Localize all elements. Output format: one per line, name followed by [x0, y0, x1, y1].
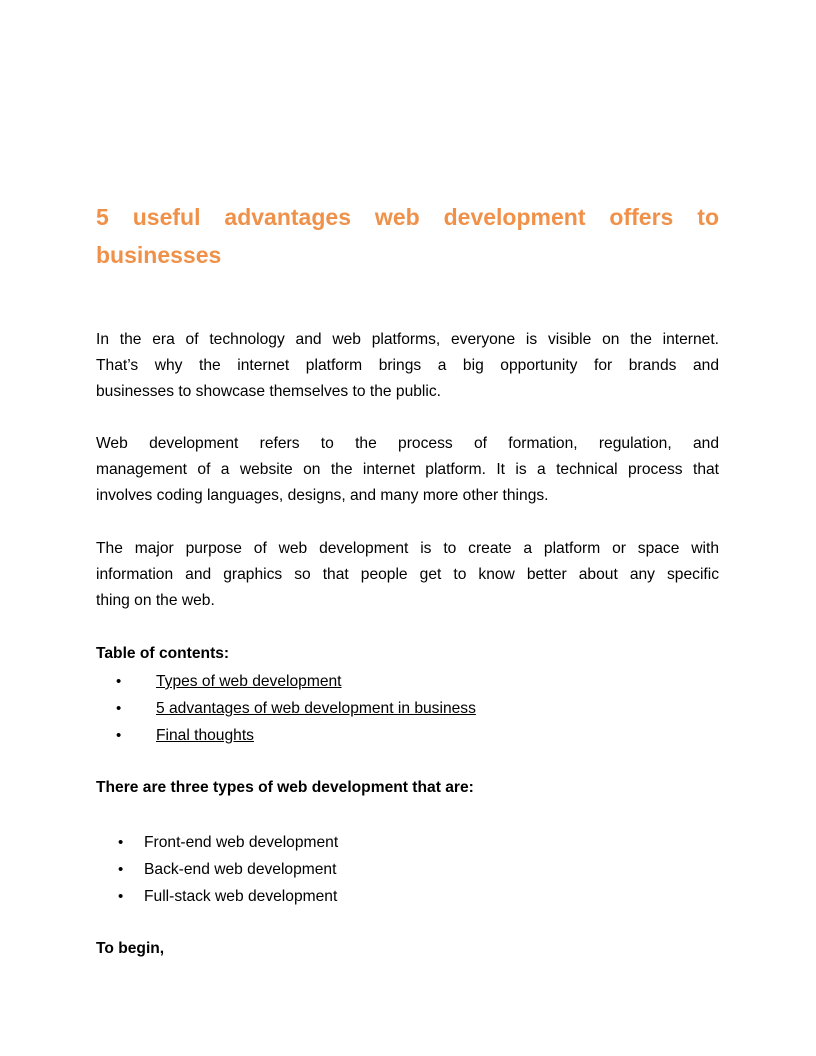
title-line-1: 5 useful advantages web development offers to: [96, 204, 719, 230]
paragraph-line: thing on the web.: [96, 592, 215, 609]
toc-link-types[interactable]: Types of web development: [156, 673, 342, 690]
paragraph-line: information and graphics so that people get to know better about any specific: [96, 566, 719, 583]
paragraph-line: The major purpose of web development is to create a platform or space with: [96, 540, 719, 557]
definition-paragraph: [96, 431, 719, 509]
paragraph-line: Web development refers to the process of formation, regulation, and: [96, 435, 719, 452]
bullet-icon: •: [118, 834, 124, 851]
intro-paragraph: [96, 327, 719, 405]
document-page: [96, 0, 719, 1056]
bullet-icon: •: [116, 727, 122, 744]
paragraph-line: In the era of technology and web platforms, everyone is visible on the internet.: [96, 331, 719, 348]
document-title: [96, 198, 719, 274]
paragraph-line: involves coding languages, designs, and many more other things.: [96, 487, 549, 504]
toc-heading: Table of contents:: [96, 645, 230, 662]
purpose-paragraph: [96, 536, 719, 614]
paragraph-line: management of a website on the internet platform. It is a technical process that: [96, 461, 719, 478]
paragraph-line: businesses to showcase themselves to the public.: [96, 383, 441, 400]
list-item-text: Back-end web development: [144, 861, 337, 878]
closing-text: To begin,: [96, 940, 165, 957]
title-line-2: businesses: [96, 242, 222, 268]
toc-link-advantages[interactable]: 5 advantages of web development in business: [156, 700, 476, 717]
types-heading: There are three types of web development that are:: [96, 779, 474, 796]
bullet-icon: •: [118, 861, 124, 878]
list-item-text: Front-end web development: [144, 834, 339, 851]
bullet-icon: •: [116, 700, 122, 717]
list-item-text: Full-stack web development: [144, 888, 338, 905]
bullet-icon: •: [118, 888, 124, 905]
paragraph-line: That’s why the internet platform brings a big opportunity for brands and: [96, 357, 719, 374]
bullet-icon: •: [116, 673, 122, 690]
toc-link-final-thoughts[interactable]: Final thoughts: [156, 727, 254, 744]
